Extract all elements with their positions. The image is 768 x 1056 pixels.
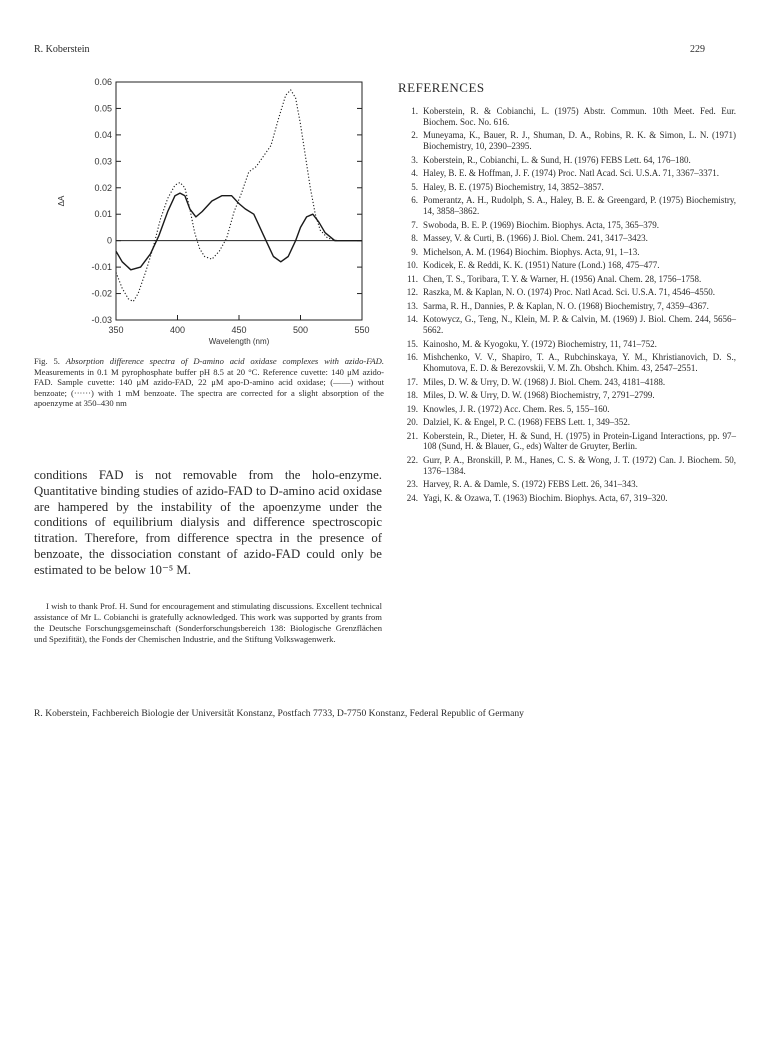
y-tick-label: -0.03 bbox=[91, 315, 112, 325]
reference-number: 20. bbox=[406, 417, 418, 428]
reference-number: 15. bbox=[406, 338, 418, 349]
x-tick-label: 400 bbox=[169, 325, 186, 335]
reference-number: 2. bbox=[411, 130, 418, 141]
reference-text: Kodicek, E. & Reddi, K. K. (1951) Nature (Lond.) 168, 475–477. bbox=[423, 260, 660, 271]
reference-number: 7. bbox=[411, 219, 418, 230]
reference-text: Kotowycz, G., Teng, N., Klein, M. P. & Calvin, M. (1969) J. Biol. Chem. 244, 5656–5662. bbox=[423, 314, 736, 336]
reference-text: Harvey, R. A. & Damle, S. (1972) FEBS Lett. 26, 341–343. bbox=[423, 479, 638, 490]
reference-number: 4. bbox=[411, 168, 418, 179]
plot-frame bbox=[116, 82, 362, 320]
y-tick-label: 0.01 bbox=[94, 209, 112, 220]
reference-text: Haley, B. E. & Hoffman, J. F. (1974) Proc. Natl Acad. Sci. U.S.A. 71, 3367–3371. bbox=[423, 168, 720, 179]
body-paragraph: conditions FAD is not removable from the holo-enzyme. Quantitative binding studies of azido-FAD to D-amino acid oxidase are hampered by the instability of the apoenzyme under the conditions of equilibrium dialysis and difference spectroscopic titration. Therefore, from difference spectra in the presence of benzoate, the dissociation constant of azido-FAD could only be estimated to be below 10⁻⁵ M. bbox=[34, 468, 382, 577]
reference-item bbox=[398, 377, 736, 388]
reference-item bbox=[398, 431, 736, 453]
reference-number: 16. bbox=[406, 352, 418, 363]
reference-number: 12. bbox=[406, 287, 418, 298]
x-tick-label: 450 bbox=[231, 325, 247, 335]
caption-label: Fig. 5. bbox=[34, 356, 60, 366]
reference-text: Miles, D. W. & Urry, D. W. (1968) J. Biol. Chem. 243, 4181–4188. bbox=[423, 376, 666, 387]
reference-list bbox=[398, 106, 736, 506]
reference-text: Muneyama, K., Bauer, R. J., Shuman, D. A., Robins, R. K. & Simon, L. N. (1971) Biochemistry, 10, 2390–2395. bbox=[423, 130, 736, 152]
reference-item bbox=[398, 404, 736, 415]
reference-text: Haley, B. E. (1975) Biochemistry, 14, 3852–3857. bbox=[423, 181, 604, 192]
reference-item bbox=[398, 339, 736, 350]
reference-number: 18. bbox=[406, 390, 418, 401]
reference-number: 8. bbox=[411, 233, 418, 244]
reference-text: Yagi, K. & Ozawa, T. (1963) Biochim. Biophys. Acta, 67, 319–320. bbox=[423, 492, 668, 503]
reference-item bbox=[398, 417, 736, 428]
reference-item bbox=[398, 182, 736, 193]
y-axis-title: ΔA bbox=[57, 195, 66, 207]
reference-item bbox=[398, 301, 736, 312]
reference-number: 6. bbox=[411, 195, 418, 206]
y-tick-label: 0.03 bbox=[94, 156, 112, 167]
figure-5 bbox=[34, 70, 386, 360]
reference-text: Koberstein, R., Cobianchi, L. & Sund, H. (1976) FEBS Lett. 64, 176–180. bbox=[423, 154, 691, 165]
reference-number: 5. bbox=[411, 181, 418, 192]
reference-item bbox=[398, 455, 736, 477]
reference-item bbox=[398, 220, 736, 231]
spectrum-without-benzoate bbox=[116, 193, 362, 270]
reference-item bbox=[398, 195, 736, 217]
reference-text: Koberstein, R., Dieter, H. & Sund, H. (1975) in Protein-Ligand Interactions, pp. 97–108 (Sund, H. & Blauer, G., eds) Walter de Gruyter, Berlin. bbox=[423, 430, 736, 452]
y-tick-label: 0.05 bbox=[94, 103, 112, 114]
reference-number: 19. bbox=[406, 403, 418, 414]
reference-text: Massey, V. & Curti, B. (1966) J. Biol. Chem. 241, 3417–3423. bbox=[423, 233, 648, 244]
x-tick-label: 350 bbox=[108, 325, 124, 335]
acknowledgement: I wish to thank Prof. H. Sund for encouragement and stimulating discussions. Excellent technical assistance of Mr L. Cobianchi is gratefully acknowledged. This work was supported by grants from the Deutsche Forschungsgemeinschaft (Sonderforschungsbereich 138: Biologische Grenzflächen und Spezifität), the Fonds der Chemischen Industrie, and the Stiftung Volkswagenwerk. bbox=[34, 601, 382, 644]
references-heading: REFERENCES bbox=[398, 80, 485, 95]
reference-number: 14. bbox=[406, 314, 418, 325]
reference-item bbox=[398, 155, 736, 166]
reference-text: Gurr, P. A., Bronskill, P. M., Hanes, C. S. & Wong, J. T. (1972) Can. J. Biochem. 50, 1376–1384. bbox=[423, 454, 736, 476]
caption-body: Measurements in 0.1 M pyrophosphate buffer pH 8.5 at 20 °C. Reference cuvette: 140 μM azido-FAD. Sample cuvette: 140 μM azido-FAD, 22 μM apo-D-amino acid oxidase; (——) without benzoate; (······) with 1 mM benzoate. The spectra are corrected for a slight absorption of the apoenzyme at 350–430 nm bbox=[34, 366, 384, 409]
y-tick-label: 0.06 bbox=[94, 77, 112, 87]
reference-item bbox=[398, 479, 736, 490]
x-axis-title: Wavelength (nm) bbox=[208, 337, 270, 346]
reference-item bbox=[398, 314, 736, 336]
caption-title: Absorption difference spectra of D-amino acid oxidase complexes with azido-FAD. bbox=[65, 356, 384, 366]
reference-text: Kainosho, M. & Kyogoku, Y. (1972) Biochemistry, 11, 741–752. bbox=[423, 338, 657, 349]
reference-number: 22. bbox=[406, 454, 418, 465]
reference-item bbox=[398, 274, 736, 285]
author-address: R. Koberstein, Fachbereich Biologie der Universität Konstanz, Postfach 7733, D-7750 Konstanz, Federal Republic of Germany bbox=[34, 708, 524, 719]
reference-number: 1. bbox=[411, 106, 418, 116]
reference-item bbox=[398, 233, 736, 244]
reference-text: Pomerantz, A. H., Rudolph, S. A., Haley, B. E. & Greengard, P. (1975) Biochemistry, 14, 3858–3862. bbox=[423, 195, 736, 217]
x-tick-label: 550 bbox=[354, 325, 370, 335]
reference-text: Koberstein, R. & Cobianchi, L. (1975) Abstr. Commun. 10th Meet. Fed. Eur. Biochem. Soc. No. 616. bbox=[423, 106, 736, 127]
reference-text: Dalziel, K. & Engel, P. C. (1968) FEBS Lett. 1, 349–352. bbox=[423, 417, 630, 428]
x-tick-label: 500 bbox=[292, 325, 309, 335]
y-tick-label: 0.04 bbox=[94, 129, 112, 140]
reference-item bbox=[398, 168, 736, 179]
reference-text: Mishchenko, V. V., Shapiro, T. A., Rubchinskaya, Y. M., Khristianovich, D. S., Khomutova, E. D. & Berezovskii, V. M. Zh. Obshch. Khim. 43, 2547–2551. bbox=[423, 352, 736, 374]
y-tick-label: -0.02 bbox=[91, 288, 112, 299]
reference-number: 3. bbox=[411, 154, 418, 165]
reference-number: 24. bbox=[406, 492, 418, 503]
reference-number: 23. bbox=[406, 479, 418, 490]
reference-text: Miles, D. W. & Urry, D. W. (1968) Biochemistry, 7, 2791–2799. bbox=[423, 390, 655, 401]
reference-number: 17. bbox=[406, 376, 418, 387]
reference-item bbox=[398, 390, 736, 401]
reference-text: Sarma, R. H., Dannies, P. & Kaplan, N. O. (1968) Biochemistry, 7, 4359–4367. bbox=[423, 300, 709, 311]
reference-number: 21. bbox=[406, 430, 418, 441]
reference-item bbox=[398, 493, 736, 504]
reference-item bbox=[398, 260, 736, 271]
reference-item bbox=[398, 106, 736, 128]
page-number: 229 bbox=[690, 44, 705, 55]
reference-number: 13. bbox=[406, 300, 418, 311]
y-tick-label: 0 bbox=[106, 235, 112, 246]
reference-item bbox=[398, 130, 736, 152]
reference-number: 10. bbox=[406, 260, 418, 271]
reference-number: 11. bbox=[407, 273, 418, 284]
y-tick-label: 0.02 bbox=[94, 182, 112, 193]
y-tick-label: -0.01 bbox=[91, 262, 112, 273]
reference-item bbox=[398, 352, 736, 374]
reference-text: Michelson, A. M. (1964) Biochim. Biophys. Acta, 91, 1–13. bbox=[423, 246, 640, 257]
reference-item bbox=[398, 247, 736, 258]
reference-text: Knowles, J. R. (1972) Acc. Chem. Res. 5, 155–160. bbox=[423, 403, 610, 414]
reference-number: 9. bbox=[411, 246, 418, 257]
reference-text: Swoboda, B. E. P. (1969) Biochim. Biophys. Acta, 175, 365–379. bbox=[423, 219, 659, 230]
difference-spectra-chart bbox=[34, 70, 386, 360]
running-head-author: R. Koberstein bbox=[34, 44, 90, 55]
reference-text: Raszka, M. & Kaplan, N. O. (1974) Proc. Natl Acad. Sci. U.S.A. 71, 4546–4550. bbox=[423, 287, 715, 298]
figure-caption bbox=[34, 356, 384, 409]
reference-text: Chen, T. S., Toribara, T. Y. & Warner, H. (1956) Anal. Chem. 28, 1756–1758. bbox=[423, 273, 702, 284]
reference-item bbox=[398, 287, 736, 298]
